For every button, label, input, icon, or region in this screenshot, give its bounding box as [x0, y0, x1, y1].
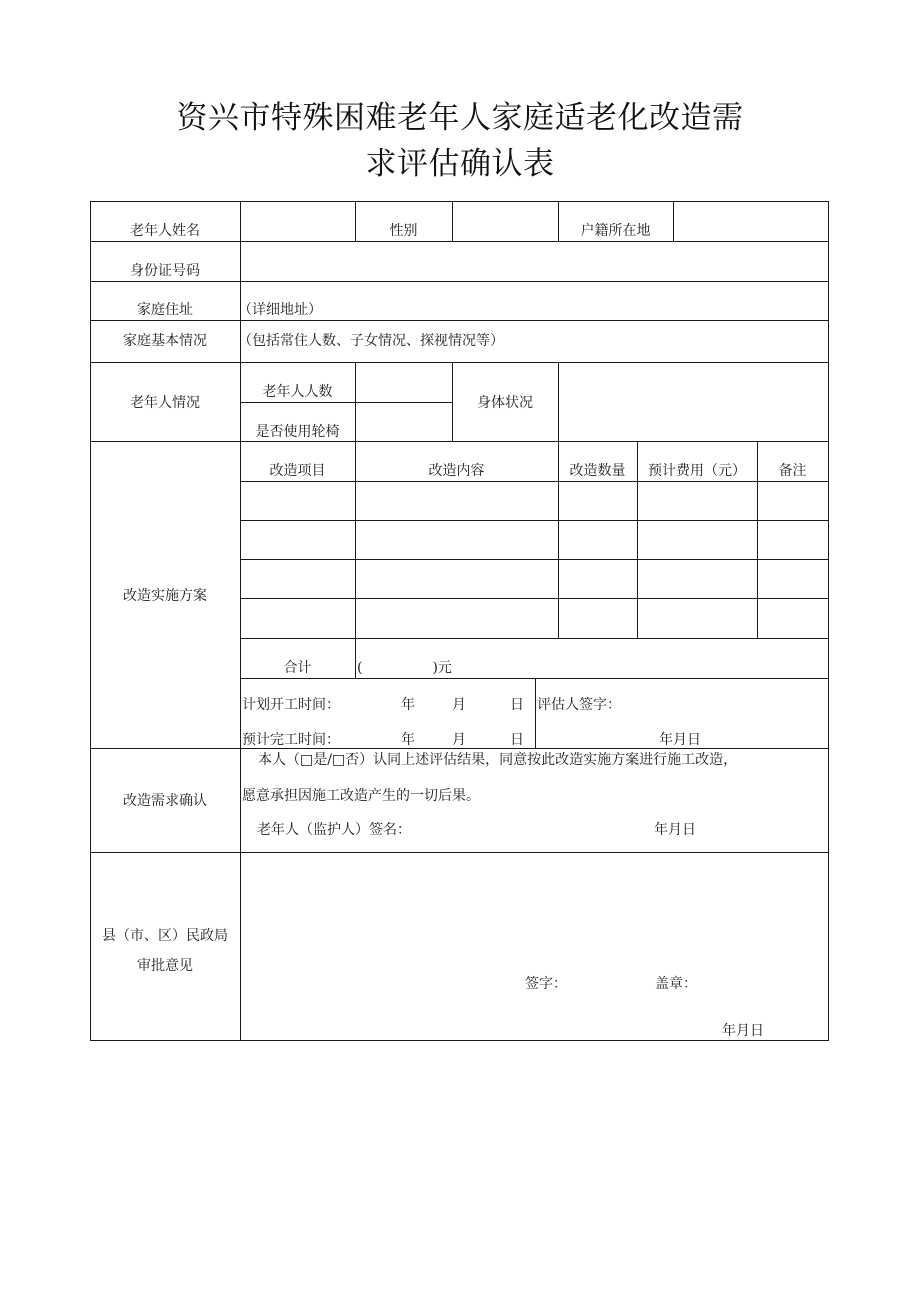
rule: [240, 598, 829, 599]
elder-name-field[interactable]: [241, 202, 355, 241]
address-hint[interactable]: （详细地址）: [238, 302, 322, 318]
end-year-label: 年: [401, 732, 415, 748]
plan-column-header: 备注: [778, 463, 807, 479]
gender-label: 性别: [389, 223, 418, 239]
id-number-field[interactable]: [241, 242, 828, 281]
gender-field[interactable]: [453, 202, 558, 241]
rule: [240, 559, 829, 560]
wheelchair-label: 是否使用轮椅: [255, 424, 340, 440]
wheelchair-field[interactable]: [356, 403, 452, 441]
confirm-date: 年月日: [654, 822, 696, 838]
rule: [240, 481, 829, 482]
elder-signature-label: 老年人（监护人）签名：: [257, 822, 411, 838]
plan-column-header: 改造数量: [569, 463, 626, 479]
elder-situation-label: 老年人情况: [130, 395, 200, 411]
confirm-label: 改造需求确认: [123, 793, 207, 809]
start-year-label: 年: [401, 697, 415, 713]
elder-count-field[interactable]: [356, 363, 452, 402]
plan-label: 改造实施方案: [123, 588, 207, 604]
assessor-signature-label: 评估人签字：: [537, 697, 621, 713]
rule: [240, 520, 829, 521]
end-date-label: 预计完工时间：: [242, 732, 340, 748]
rule: [535, 678, 536, 748]
rule: [90, 441, 829, 442]
approval-opinion-field[interactable]: [241, 853, 828, 963]
rule: [90, 1040, 829, 1041]
rule: [90, 201, 91, 1041]
start-day-label: 日: [510, 697, 524, 713]
rule: [90, 748, 829, 749]
hukou-field[interactable]: [674, 202, 828, 241]
end-day-label: 日: [510, 732, 524, 748]
health-field[interactable]: [559, 363, 828, 441]
approval-signature-label: 签字：: [525, 976, 567, 992]
id-number-label: 身份证号码: [130, 263, 200, 279]
total-amount-field[interactable]: ( )元: [357, 660, 452, 676]
rule: [240, 638, 829, 639]
address-label: 家庭住址: [137, 302, 193, 318]
approval-date: 年月日: [722, 1023, 764, 1039]
family-situation-hint[interactable]: （包括常住人数、子女情况、探视情况等）: [238, 333, 504, 349]
approval-label-line1: 县（市、区）民政局: [102, 928, 228, 944]
plan-column-header: 改造内容: [428, 463, 485, 479]
form-title-line1: 资兴市特殊困难老年人家庭适老化改造需: [176, 100, 744, 136]
family-situation-label: 家庭基本情况: [123, 333, 207, 349]
assessor-date: 年月日: [659, 732, 701, 748]
confirm-statement-line1: 本人（□是/□否）认同上述评估结果，同意按此改造实施方案进行施工改造，: [258, 752, 738, 768]
start-date-label: 计划开工时间：: [242, 697, 340, 713]
form-title-line2: 求评估确认表: [365, 146, 555, 182]
elder-count-label: 老年人人数: [262, 384, 333, 400]
elder-name-label: 老年人姓名: [130, 223, 200, 239]
start-month-label: 月: [452, 697, 466, 713]
hukou-label: 户籍所在地: [580, 223, 651, 239]
total-label: 合计: [283, 660, 312, 676]
rule: [828, 201, 829, 1041]
rule: [90, 320, 829, 321]
plan-column-header: 预计费用（元）: [648, 463, 746, 479]
rule: [90, 281, 829, 282]
approval-seal-label: 盖章：: [655, 976, 697, 992]
approval-label-line2: 审批意见: [137, 958, 193, 974]
health-label: 身体状况: [477, 395, 533, 411]
end-month-label: 月: [452, 732, 466, 748]
plan-column-header: 改造项目: [269, 463, 326, 479]
confirm-statement-line2: 愿意承担因施工改造产生的一切后果。: [242, 788, 480, 804]
